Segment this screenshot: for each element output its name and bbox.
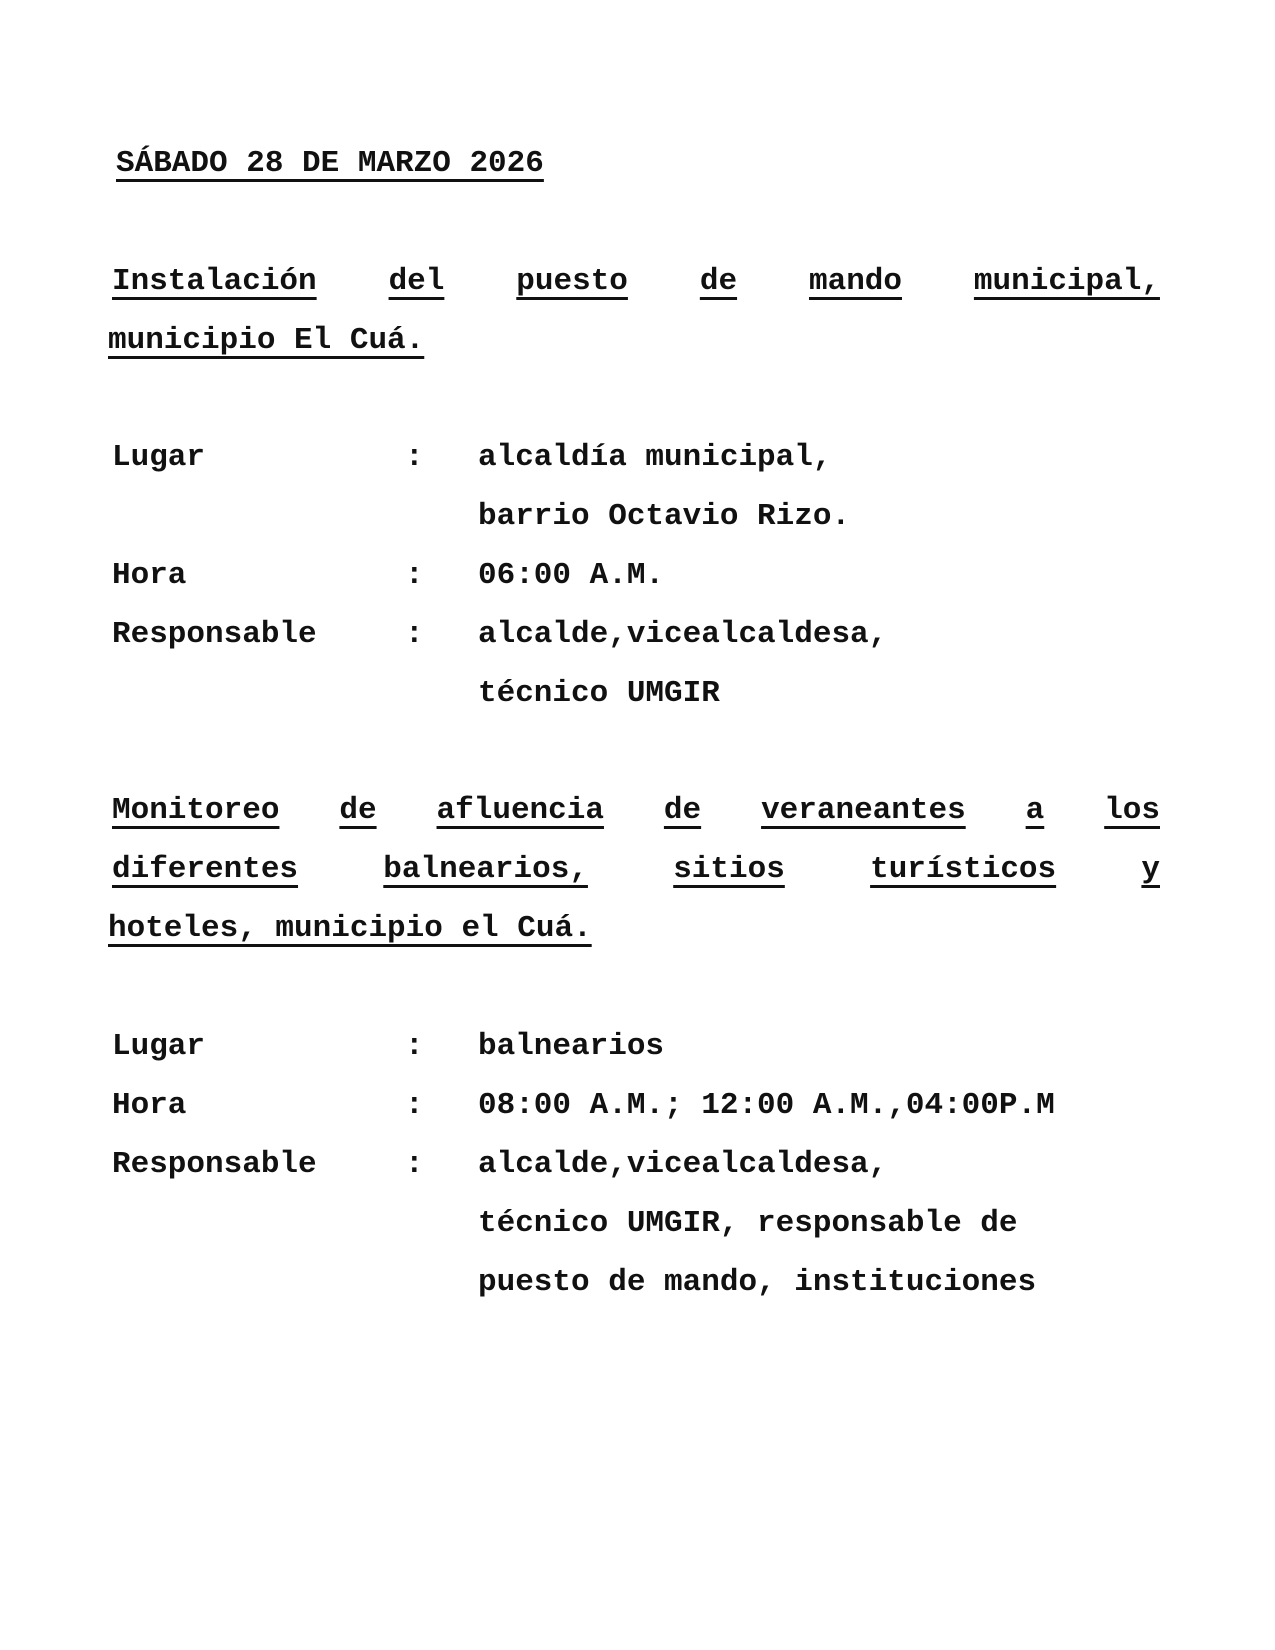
word: veraneantes: [761, 793, 966, 828]
activity-2-title-line-3: hoteles, municipio el Cuá.: [108, 911, 592, 946]
responsable-value-line-1: alcalde,vicealcaldesa,: [478, 617, 888, 652]
word: turísticos: [870, 852, 1057, 887]
responsable-value-line-2: técnico UMGIR, responsable de: [478, 1206, 1018, 1241]
separator: :: [405, 617, 424, 652]
responsable-label: Responsable: [112, 1147, 317, 1182]
separator: :: [405, 1088, 424, 1123]
responsable-value-line-1: alcalde,vicealcaldesa,: [478, 1147, 888, 1182]
date-heading: SÁBADO 28 DE MARZO 2026: [116, 146, 544, 181]
word: Monitoreo: [112, 793, 280, 828]
separator: :: [405, 1147, 424, 1182]
word: y: [1141, 852, 1160, 887]
word: puesto: [516, 264, 628, 299]
word: afluencia: [436, 793, 604, 828]
hora-value: 08:00 A.M.; 12:00 A.M.,04:00P.M: [478, 1088, 1055, 1123]
activity-2-title-line-1: [112, 791, 1160, 831]
separator: :: [405, 558, 424, 593]
word: balnearios,: [383, 852, 588, 887]
lugar-value-line-1: balnearios: [478, 1029, 665, 1064]
responsable-value-line-2: técnico UMGIR: [478, 676, 720, 711]
word: del: [388, 264, 445, 299]
lugar-value-line-1: alcaldía municipal,: [478, 440, 832, 475]
word: sitios: [673, 852, 785, 887]
word: Instalación: [112, 264, 317, 299]
hora-label: Hora: [112, 558, 187, 593]
separator: :: [405, 1029, 424, 1064]
responsable-value-line-3: puesto de mando, instituciones: [478, 1265, 1037, 1300]
word: mando: [808, 264, 902, 299]
separator: :: [405, 440, 424, 475]
lugar-label: Lugar: [112, 1029, 206, 1064]
activity-1-title-line-2: municipio El Cuá.: [108, 323, 425, 358]
word: a: [1025, 793, 1045, 828]
word: de: [699, 264, 738, 299]
lugar-label: Lugar: [112, 440, 206, 475]
word: de: [663, 793, 702, 828]
hora-label: Hora: [112, 1088, 187, 1123]
word: municipal,: [973, 264, 1160, 299]
word: diferentes: [112, 852, 299, 887]
word: de: [339, 793, 377, 828]
word: los: [1104, 793, 1160, 828]
lugar-value-line-2: barrio Octavio Rizo.: [478, 499, 851, 534]
activity-1-title-line-1: [112, 262, 1160, 302]
responsable-label: Responsable: [112, 617, 317, 652]
activity-2-title-line-2: [112, 850, 1160, 890]
hora-value: 06:00 A.M.: [478, 558, 665, 593]
